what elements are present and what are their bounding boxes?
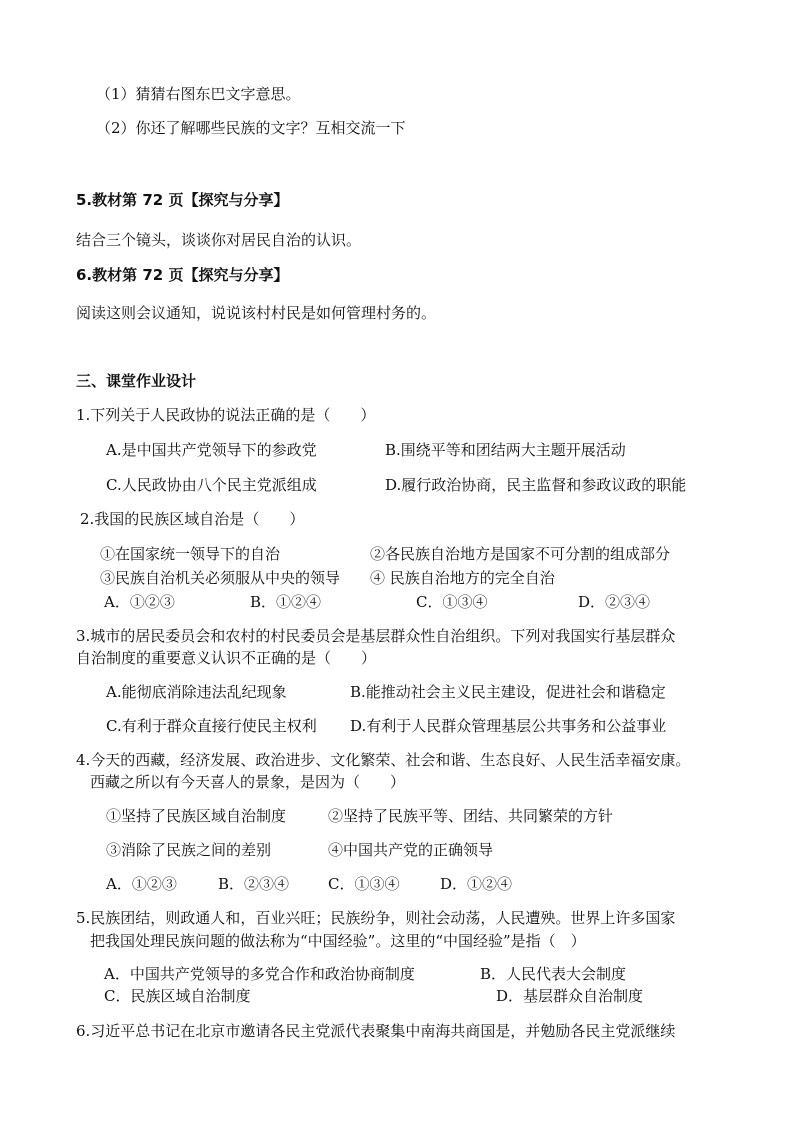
q5-stem-line-2: 把我国处理民族问题的做法称为“中国经验”。这里的“中国经验”是指（ ） xyxy=(90,932,586,950)
q6-stem: 6.习近平总书记在北京市邀请各民主党派代表聚集中南海共商国是，并勉励各民主党派继续 xyxy=(76,1022,676,1040)
q5-option-b: B．人民代表大会制度 xyxy=(480,965,627,983)
q4-stem-line-1: 4.今天的西藏，经济发展、政治进步、文化繁荣、社会和谐、生态良好、人民生活幸福安康。 xyxy=(76,751,691,769)
q4-statement-1: ①坚持了民族区域自治制度 xyxy=(106,807,287,825)
q4-option-d: D．①②④ xyxy=(440,875,513,893)
q2-statement-3: ③民族自治机关必须服从中央的领导 xyxy=(100,569,341,587)
q3-option-c: C.有利于群众直接行使民主权利 xyxy=(106,717,317,735)
section-title: 三、课堂作业设计 xyxy=(76,372,197,390)
q1-option-b: B.围绕平等和团结两大主题开展活动 xyxy=(385,441,626,459)
q4-option-b: B．②③④ xyxy=(218,875,290,893)
q1-option-a: A.是中国共产党领导下的参政党 xyxy=(106,441,317,459)
q3-stem-line-2: 自治制度的重要意义认识不正确的是（ ） xyxy=(76,649,377,667)
q2-statement-2: ②各民族自治地方是国家不可分割的组成部分 xyxy=(370,545,671,563)
item5-text: 结合三个镜头，谈谈你对居民自治的认识。 xyxy=(76,231,362,249)
q4-statement-4: ④中国共产党的正确领导 xyxy=(328,841,494,859)
q3-stem-line-1: 3.城市的居民委员会和农村的村民委员会是基层群众性自治组织。下列对我国实行基层群众 xyxy=(76,627,676,645)
q2-option-c: C．①③④ xyxy=(416,593,488,611)
task-2: （2）你还了解哪些民族的文字？互相交流一下 xyxy=(96,119,406,137)
q5-option-c: C．民族区域自治制度 xyxy=(104,987,251,1005)
q3-option-b: B.能推动社会主义民主建设，促进社会和谐稳定 xyxy=(350,683,666,701)
q1-option-c: C.人民政协由八个民主党派组成 xyxy=(106,476,317,494)
q2-stem: 2.我国的民族区域自治是（ ） xyxy=(80,510,305,528)
q4-stem-line-2: 西藏之所以有今天喜人的景象，是因为（ ） xyxy=(90,773,406,791)
q3-option-a: A.能彻底消除违法乱纪现象 xyxy=(106,683,287,701)
q2-statement-4: ④ 民族自治地方的完全自治 xyxy=(370,569,555,587)
q2-option-d: D．②③④ xyxy=(578,593,651,611)
q5-stem-line-1: 5.民族团结，则政通人和，百业兴旺；民族纷争，则社会动荡，人民遭殃。世界上许多国家 xyxy=(76,909,676,927)
q4-statement-3: ③消除了民族之间的差别 xyxy=(106,841,272,859)
q1-option-d: D.履行政治协商，民主监督和参政议政的职能 xyxy=(385,476,687,494)
item5-heading: 5.教材第 72 页【探究与分享】 xyxy=(76,191,289,209)
item6-heading: 6.教材第 72 页【探究与分享】 xyxy=(76,266,289,284)
q5-option-a: A．中国共产党领导的多党合作和政治协商制度 xyxy=(104,965,415,983)
q3-option-d: D.有利于人民群众管理基层公共事务和公益事业 xyxy=(350,717,667,735)
q4-option-a: A．①②③ xyxy=(106,875,177,893)
q4-statement-2: ②坚持了民族平等、团结、共同繁荣的方针 xyxy=(328,807,614,825)
q4-option-c: C．①③④ xyxy=(328,875,400,893)
q2-statement-1: ①在国家统一领导下的自治 xyxy=(100,545,281,563)
q1-stem: 1.下列关于人民政协的说法正确的是（ ） xyxy=(76,406,376,424)
q5-option-d: D．基层群众自治制度 xyxy=(496,987,644,1005)
q2-option-a: A．①②③ xyxy=(104,593,175,611)
q2-option-b: B．①②④ xyxy=(250,593,322,611)
task-1: （1）猜猜右图东巴文字意思。 xyxy=(96,85,301,103)
item6-text: 阅读这则会议通知，说说该村村民是如何管理村务的。 xyxy=(76,304,437,322)
